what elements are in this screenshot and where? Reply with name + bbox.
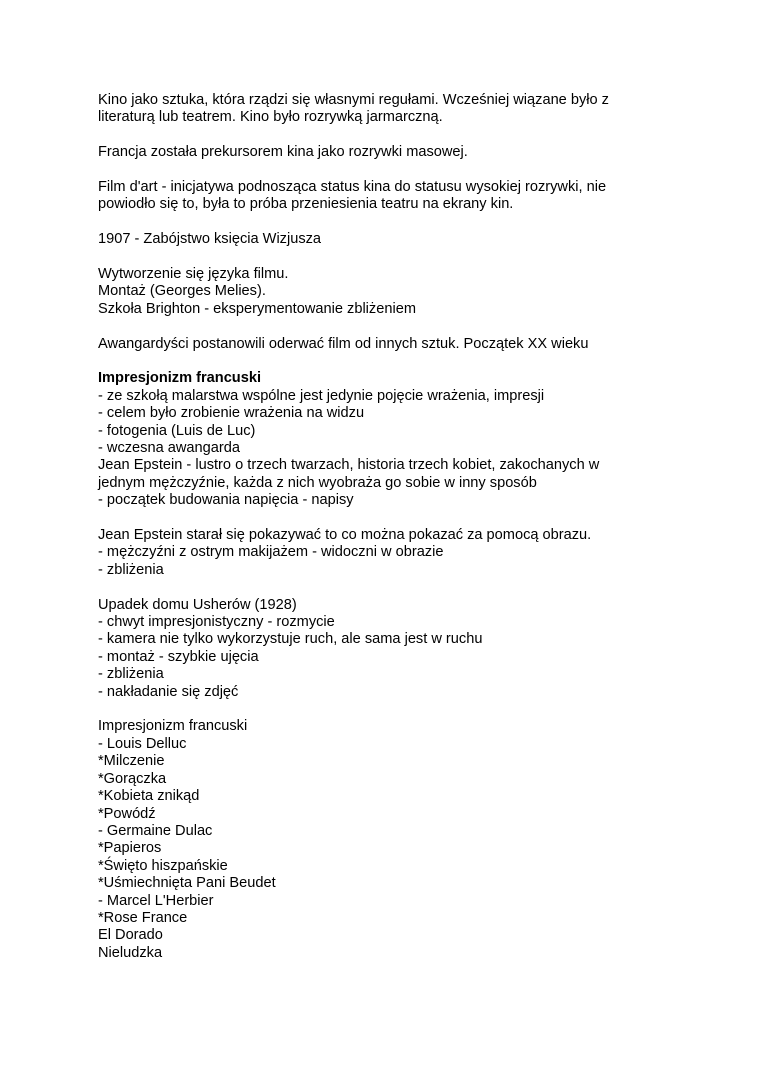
paragraph-film-dart [98,179,738,214]
paragraph-epstein [98,527,738,579]
paragraph-gap [98,318,738,335]
film-item: *Rose France [98,909,188,926]
list-item: - zbliżenia [98,561,164,578]
text-line: jednym mężczyźnie, każda z nich wyobraża go sobie w inny sposób [98,474,537,491]
list-item: - początek budowania napięcia - napisy [98,492,354,509]
list-item: - ze szkołą malarstwa wspólne jest jedynie pojęcie wrażenia, impresji [98,387,545,404]
list-item: - fotogenia (Luis de Luc) [98,422,256,439]
film-item: *Papieros [98,840,162,857]
paragraph-gap [98,701,738,718]
text-line: Szkoła Brighton - eksperymentowanie zbliżeniem [98,300,416,317]
list-item: - kamera nie tylko wykorzystuje ruch, ale sama jest w ruchu [98,631,483,648]
film-item: *Milczenie [98,753,165,770]
film-item: *Święto hiszpańskie [98,857,228,874]
film-item: Nieludzka [98,944,163,961]
paragraph-gap [98,127,738,144]
paragraph-awangardysci [98,336,738,353]
paragraph-francja [98,144,738,161]
list-item: - celem było zrobienie wrażenia na widzu [98,405,365,422]
director-item: - Germaine Dulac [98,822,213,839]
paragraph-gap [98,249,738,266]
text-line: powiodło się to, była to próba przeniesienia teatru na ekrany kin. [98,196,514,213]
text-line: Kino jako sztuka, która rządzi się własnymi regułami. Wcześniej wiązane było z [98,92,609,108]
director-item: - Louis Delluc [98,735,187,752]
paragraph-intro [98,92,738,127]
text-line: Film d'art - inicjatywa podnosząca status kina do statusu wysokiej rozrywki, nie [98,179,607,195]
text-line: Montaż (Georges Melies). [98,283,266,300]
section-usher [98,597,738,701]
list-item: - mężczyźni z ostrym makijażem - widoczni w obrazie [98,544,444,561]
section-heading: Impresjonizm francuski [98,370,262,387]
text-line: Jean Epstein starał się pokazywać to co można pokazać za pomocą obrazu. [98,527,592,544]
paragraph-1907 [98,231,738,248]
list-item: - zbliżenia [98,666,164,683]
paragraph-gap [98,353,738,370]
paragraph-gap [98,162,738,179]
paragraph-gap [98,579,738,596]
paragraph-gap [98,510,738,527]
list-item: - montaż - szybkie ujęcia [98,648,259,665]
text-line: Francja została prekursorem kina jako rozrywki masowej. [98,144,468,161]
text-line: 1907 - Zabójstwo księcia Wizjusza [98,231,322,248]
film-item: *Uśmiechnięta Pani Beudet [98,875,276,892]
section-directors [98,718,738,962]
section-title: Impresjonizm francuski [98,718,248,735]
list-item: - chwyt impresjonistyczny - rozmycie [98,614,335,631]
film-item: *Gorączka [98,770,167,787]
paragraph-gap [98,214,738,231]
film-item: *Kobieta znikąd [98,788,200,805]
text-line: Awangardyści postanowili oderwać film od innych sztuk. Początek XX wieku [98,335,589,352]
document-page [98,92,738,962]
film-item: El Dorado [98,927,163,944]
paragraph-jezyk-filmu [98,266,738,318]
list-item: - wczesna awangarda [98,440,240,457]
text-line: literaturą lub teatrem. Kino było rozrywką jarmarczną. [98,109,443,126]
section-title: Upadek domu Usherów (1928) [98,596,297,613]
list-item: - nakładanie się zdjęć [98,683,239,700]
director-item: - Marcel L'Herbier [98,892,214,909]
film-item: *Powódź [98,805,156,822]
text-line: Jean Epstein - lustro o trzech twarzach, historia trzech kobiet, zakochanych w [98,457,600,474]
text-line: Wytworzenie się języka filmu. [98,266,289,282]
section-impresjonizm [98,370,738,509]
